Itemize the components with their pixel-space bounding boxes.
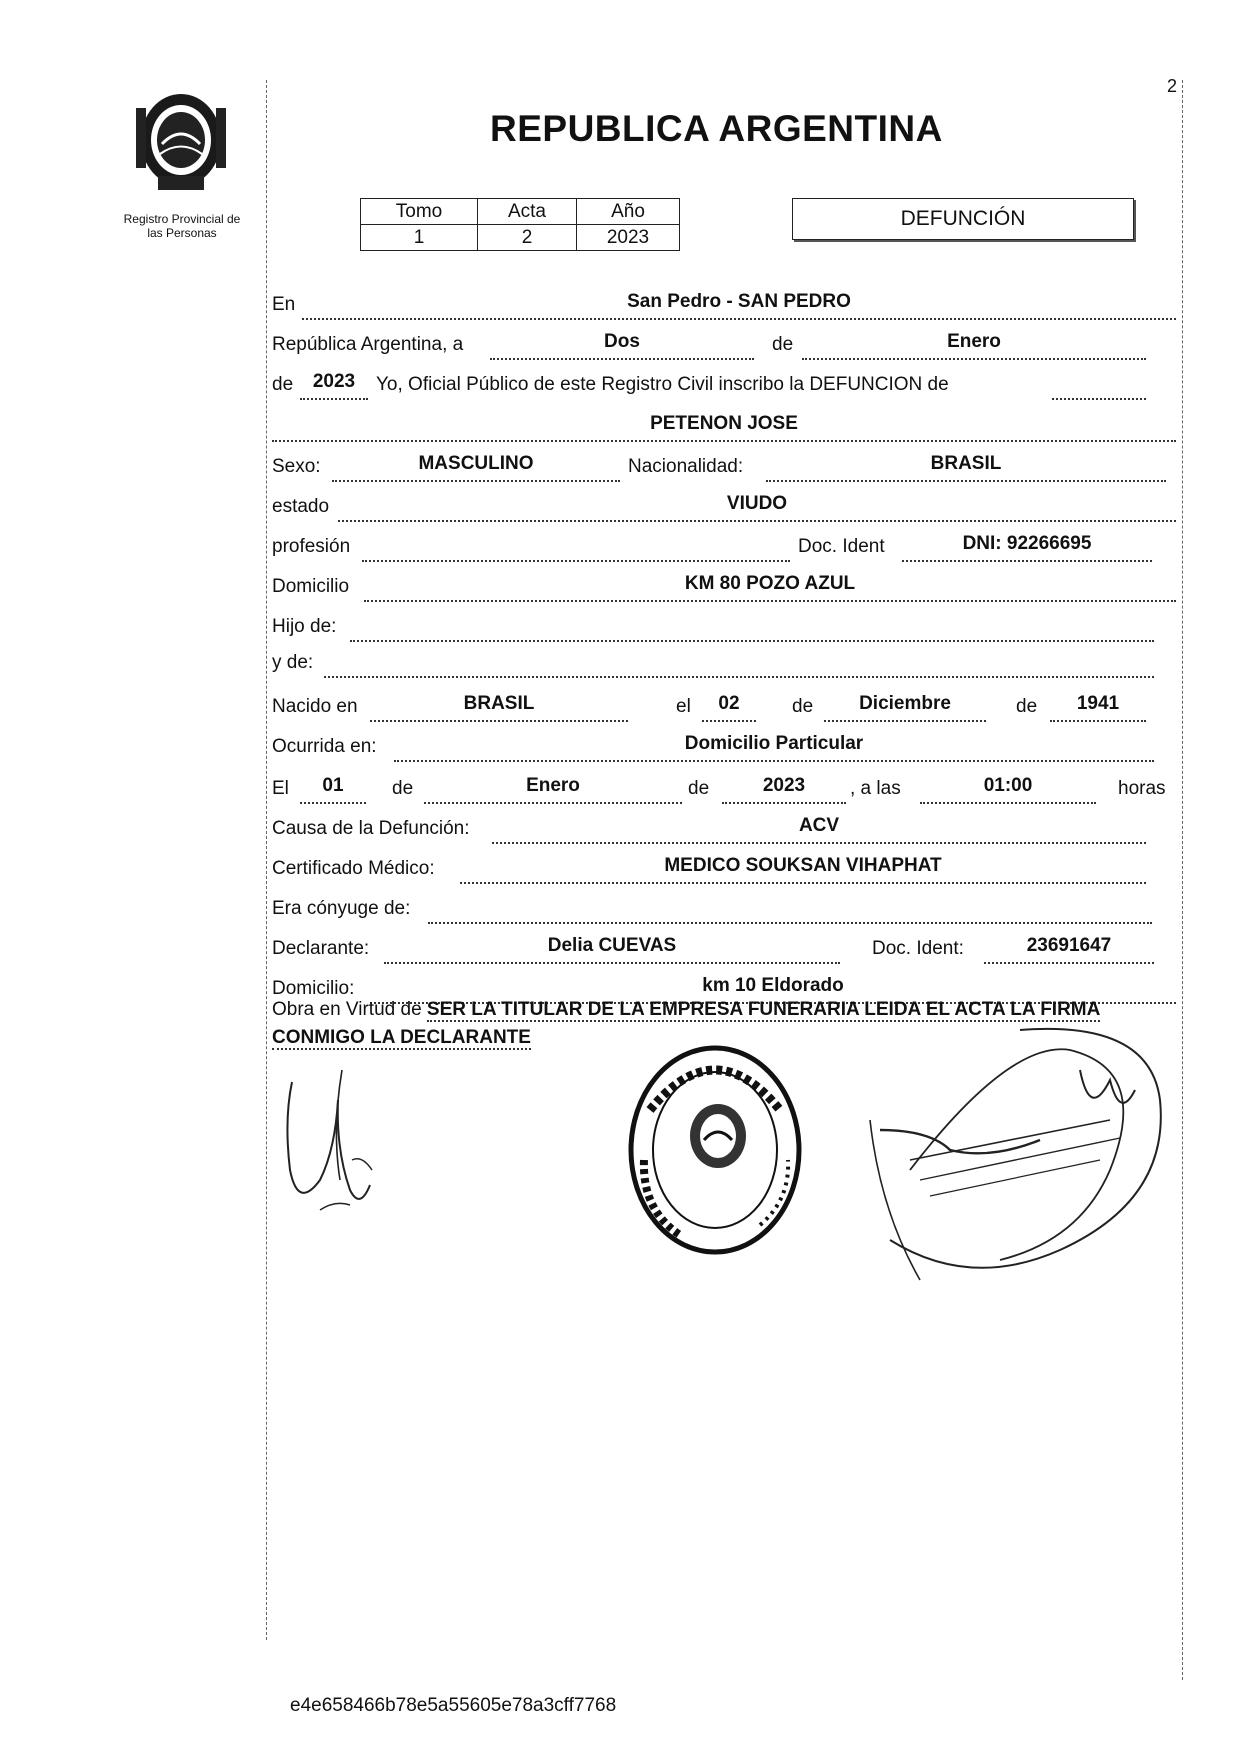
row-estado: estado VIUDO [272, 494, 1176, 522]
anio-value: 2023 [577, 225, 680, 251]
field-anio: 2023 [300, 370, 368, 400]
provincial-emblem-icon [122, 84, 240, 196]
field-nacionalidad: BRASIL [766, 452, 1166, 482]
field-declarante-doc: 23691647 [984, 934, 1154, 964]
official-seal-icon [620, 1040, 810, 1260]
row-declarante: Declarante: Delia CUEVAS Doc. Ident: 23691647 [272, 936, 1176, 964]
field-doc-ident: DNI: 92266695 [902, 532, 1152, 562]
signature-left-icon [280, 1060, 400, 1220]
field-lugar: San Pedro - SAN PEDRO [302, 290, 1176, 320]
field-nac-anio: 1941 [1050, 692, 1146, 722]
row-domicilio: Domicilio KM 80 POZO AZUL [272, 574, 1176, 602]
field-ocurrida-en: Domicilio Particular [394, 732, 1154, 762]
anio-header: Año [577, 199, 680, 225]
tomo-value: 1 [361, 225, 478, 251]
field-def-mes: Enero [424, 774, 682, 804]
field-def-dia: 01 [300, 774, 366, 804]
field-dia: Dos [490, 330, 754, 360]
row-fecha: República Argentina, a Dos de Enero [272, 332, 1176, 360]
tomo-acta-anio-table [360, 198, 680, 251]
row-causa: Causa de la Defunción: ACV [272, 816, 1176, 844]
field-certificado: MEDICO SOUKSAN VIHAPHAT [460, 854, 1146, 884]
field-conyuge [428, 894, 1152, 924]
field-nacido-en: BRASIL [370, 692, 628, 722]
field-blank [1052, 370, 1146, 400]
page-title: REPUBLICA ARGENTINA [490, 108, 943, 149]
field-nac-dia: 02 [702, 692, 756, 722]
row-nombre [272, 414, 1176, 442]
row-en: En San Pedro - SAN PEDRO [272, 292, 1176, 320]
row-conyuge: Era cónyuge de: [272, 896, 1176, 924]
field-nombre: PETENON JOSE [272, 412, 1176, 442]
field-sexo: MASCULINO [332, 452, 620, 482]
tomo-header: Tomo [361, 199, 478, 225]
row-y-de: y de: [272, 650, 1176, 678]
page-number: 2 [1167, 76, 1178, 96]
registry-label: Registro Provincial de las Personas [123, 212, 241, 240]
field-profesion [362, 532, 790, 562]
field-hijo-de [350, 612, 1154, 642]
acta-header: Acta [478, 199, 577, 225]
row-ocurrida: Ocurrida en: Domicilio Particular [272, 734, 1176, 762]
field-def-hora: 01:00 [920, 774, 1096, 804]
right-margin-line [1182, 80, 1183, 1680]
field-declarante-domicilio: km 10 Eldorado [370, 974, 1176, 1004]
acta-value: 2 [478, 225, 577, 251]
obra-texto: SER LA TITULAR DE LA EMPRESA FUNERARIA LEIDA EL ACTA LA FIRMA CONMIGO LA DECLARANTE [272, 999, 1101, 1048]
signature-encargada-icon [850, 1010, 1190, 1300]
row-profesion: profesión Doc. Ident DNI: 92266695 [272, 534, 1176, 562]
field-def-anio: 2023 [722, 774, 846, 804]
field-domicilio: KM 80 POZO AZUL [364, 572, 1176, 602]
field-y-de [324, 648, 1154, 678]
field-mes: Enero [802, 330, 1146, 360]
left-margin-line [266, 80, 267, 1640]
field-estado: VIUDO [338, 492, 1176, 522]
document-type-box: DEFUNCIÓN [792, 198, 1134, 240]
row-sexo: Sexo: MASCULINO Nacionalidad: BRASIL [272, 454, 1176, 482]
field-causa: ACV [492, 814, 1146, 844]
document-hash: e4e658466b78e5a55605e78a3cff7768 [290, 1695, 617, 1716]
row-declarante-domicilio: Domicilio: km 10 Eldorado [272, 976, 1176, 1004]
obra-en-virtud: Obra en Virtud de SER LA TITULAR DE LA EMPRESA FUNERARIA LEIDA EL ACTA LA FIRMA CONMIGO LA DECLARANTE [272, 999, 1101, 1048]
field-nac-mes: Diciembre [824, 692, 986, 722]
row-fecha-defuncion: El 01 de Enero de 2023 , a las 01:00 horas [272, 776, 1176, 804]
row-inscripcion: de 2023 Yo, Oficial Público de este Registro Civil inscribo la DEFUNCION de [272, 372, 1176, 400]
row-nacido: Nacido en BRASIL el 02 de Diciembre de 1941 [272, 694, 1176, 722]
field-declarante: Delia CUEVAS [384, 934, 840, 964]
row-certificado: Certificado Médico: MEDICO SOUKSAN VIHAPHAT [272, 856, 1176, 884]
row-hijo-de: Hijo de: [272, 614, 1176, 642]
